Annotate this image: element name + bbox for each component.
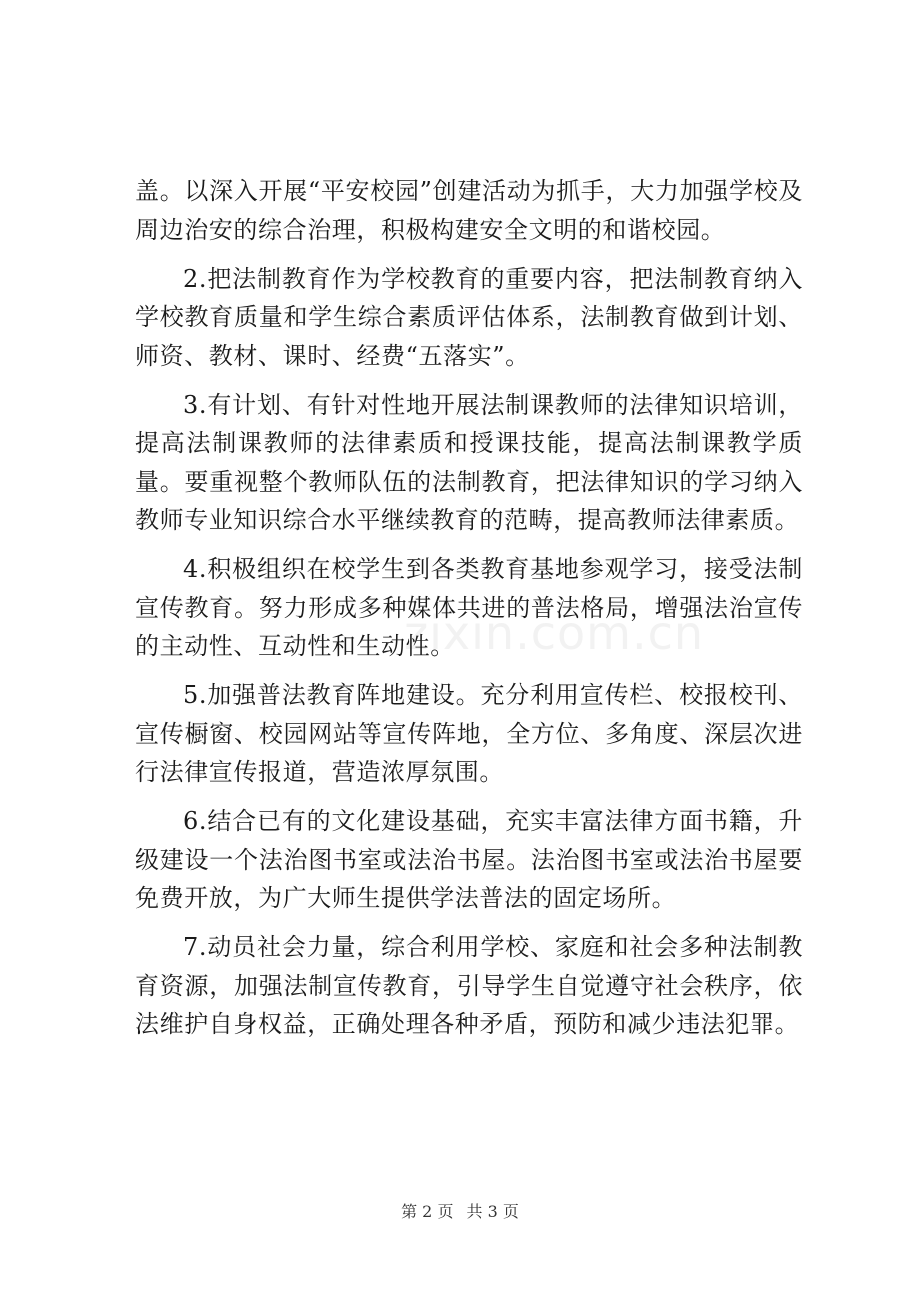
paragraph-7: 7.动员社会力量，综合利用学校、家庭和社会多种法制教育资源，加强法制宣传教育，引导学生自觉遵守社会秩序，依法维护自身权益，正确处理各种矛盾，预防和减少违法犯罪。 [135, 933, 803, 1038]
paragraph-3: 3.有计划、有针对性地开展法制课教师的法律知识培训，提高法制课教师的法律素质和授课技能，提高法制课教学质量。要重视整个教师队伍的法制教育，把法律知识的学习纳入教师专业知识综合水平继续教育的范畴，提高教师法律素质。 [135, 390, 803, 534]
page-number: 第 2 页 [401, 1202, 454, 1221]
paragraph-6: 6.结合已有的文化建设基础，充实丰富法律方面书籍，升级建设一个法治图书室或法治书屋。法治图书室或法治书屋要免费开放，为广大师生提供学法普法的固定场所。 [135, 807, 803, 912]
paragraph-1: 盖。以深入开展“平安校园”创建活动为抓手，大力加强学校及周边治安的综合治理，积极构建安全文明的和谐校园。 [135, 177, 803, 244]
watermark-text: zixin.com.cn [404, 606, 705, 660]
document-body [135, 172, 803, 1044]
page-total: 共 3 页 [466, 1202, 519, 1221]
page-footer [0, 1201, 920, 1223]
paragraph-4: 4.积极组织在校学生到各类教育基地参观学习，接受法制宣传教育。努力形成多种媒体共进的普法格局，增强法治宣传的主动性、互动性和生动性。 [135, 555, 803, 660]
paragraph-5: 5.加强普法教育阵地建设。充分利用宣传栏、校报校刊、宣传橱窗、校园网站等宣传阵地，全方位、多角度、深层次进行法律宣传报道，营造浓厚氛围。 [135, 681, 803, 786]
paragraph-2: 2.把法制教育作为学校教育的重要内容，把法制教育纳入学校教育质量和学生综合素质评估体系，法制教育做到计划、师资、教材、课时、经费“五落实”。 [135, 264, 803, 370]
